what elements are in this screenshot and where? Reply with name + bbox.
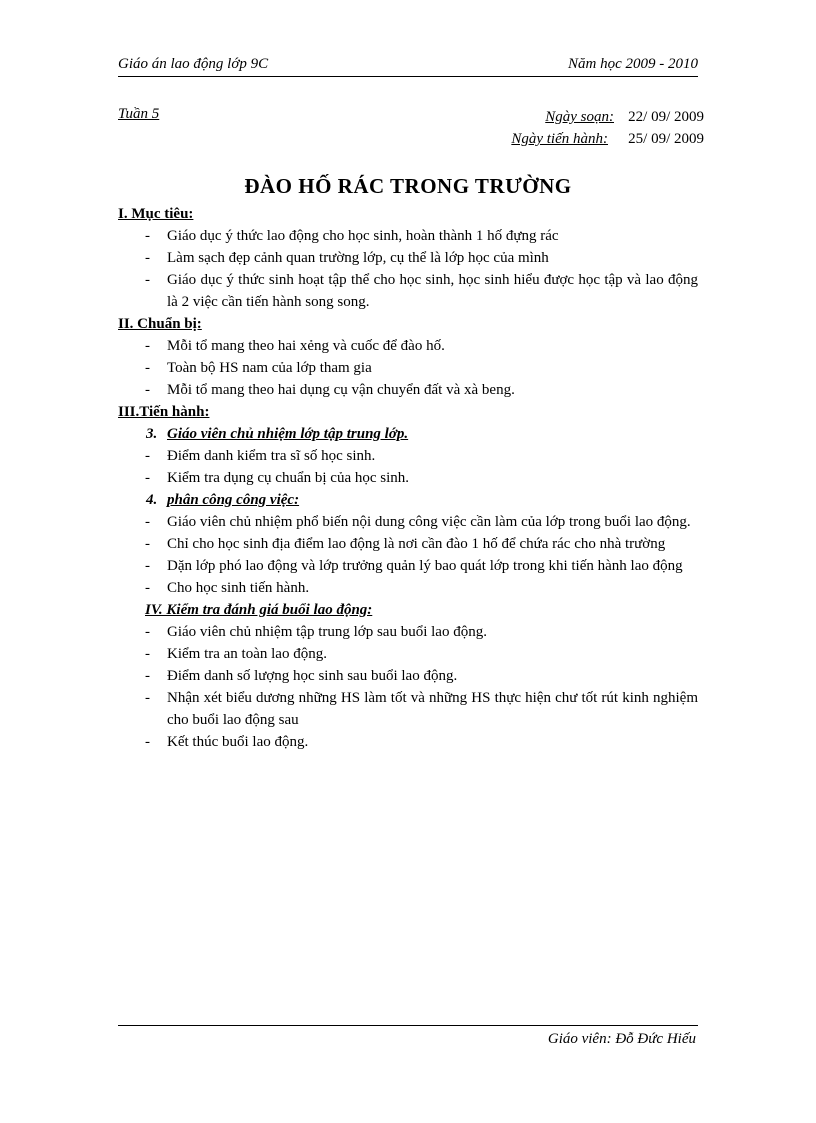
dash-bullet: - [145, 470, 150, 486]
list-item: - Mỗi tổ mang theo hai xẻng và cuốc để đào hố. [118, 335, 698, 357]
header-lesson-title: Giáo án lao động lớp 9C [118, 56, 269, 72]
prep-date-label: Ngày soạn: [545, 109, 614, 125]
teach-date-label: Ngày tiến hành: [511, 131, 608, 147]
list-item: - Kiểm tra an toàn lao động. [118, 643, 698, 665]
list-item: - Giáo dục ý thức sinh hoạt tập thể cho học sinh, học sinh hiểu được học tập và lao động là 2 việc cần tiến hành song song. [118, 269, 698, 313]
dash-bullet: - [145, 338, 150, 354]
list-item: - Kiểm tra dụng cụ chuẩn bị của học sinh. [118, 467, 698, 489]
dash-bullet: - [145, 272, 150, 288]
subsection-number: 3. [146, 426, 158, 442]
section-heading-evaluation: IV. Kiểm tra đánh giá buổi lao động: [145, 602, 373, 618]
subsection-heading [118, 423, 698, 445]
prep-date-row [511, 106, 704, 128]
dash-bullet: - [145, 382, 150, 398]
list-item: - Giáo dục ý thức lao động cho học sinh, hoàn thành 1 hố đựng rác [118, 225, 698, 247]
list-item: - Điểm danh số lượng học sinh sau buổi lao động. [118, 665, 698, 687]
dash-bullet: - [145, 250, 150, 266]
subsection-heading [118, 489, 698, 511]
date-block [511, 106, 704, 150]
dash-bullet: - [145, 624, 150, 640]
list-item: - Mỗi tổ mang theo hai dụng cụ vận chuyển đất và xà beng. [118, 379, 698, 401]
header-school-year: Năm học 2009 - 2010 [568, 56, 698, 72]
section-heading-preparation: II. Chuẩn bị: [118, 316, 202, 332]
dash-bullet: - [145, 536, 150, 552]
page-header [118, 56, 698, 76]
list-item: - Giáo viên chủ nhiệm tập trung lớp sau buổi lao động. [118, 621, 698, 643]
list-item: - Dặn lớp phó lao động và lớp trưởng quản lý bao quát lớp trong khi tiến hành lao động [118, 555, 698, 577]
dash-bullet: - [145, 580, 150, 596]
week-label: Tuần 5 [118, 106, 160, 122]
footer-teacher: Giáo viên: Đỗ Đức Hiếu [547, 1031, 696, 1047]
header-divider [118, 76, 698, 77]
prep-date-value: 22/ 09/ 2009 [628, 109, 704, 125]
dash-bullet: - [145, 360, 150, 376]
dash-bullet: - [145, 558, 150, 574]
section-heading-procedure: III.Tiến hành: [118, 404, 210, 420]
list-item: - Điểm danh kiểm tra sĩ số học sinh. [118, 445, 698, 467]
teach-date-value: 25/ 09/ 2009 [628, 131, 704, 147]
teach-date-row [511, 128, 704, 150]
subsection-title: phân công công việc: [167, 492, 300, 508]
list-item: - Cho học sinh tiến hành. [118, 577, 698, 599]
list-item: - Chỉ cho học sinh địa điểm lao động là nơi cần đào 1 hố để chứa rác cho nhà trường [118, 533, 698, 555]
list-item: - Nhận xét biểu dương những HS làm tốt và những HS thực hiện chư tốt rút kinh nghiệm cho buổi lao động sau [118, 687, 698, 731]
dash-bullet: - [145, 734, 150, 750]
list-item: - Toàn bộ HS nam của lớp tham gia [118, 357, 698, 379]
subsection-number: 4. [146, 492, 158, 508]
dash-bullet: - [145, 668, 150, 684]
document-body [118, 203, 698, 753]
dash-bullet: - [145, 646, 150, 662]
dash-bullet: - [145, 690, 150, 706]
list-item: - Làm sạch đẹp cảnh quan trường lớp, cụ thể là lớp học của mình [118, 247, 698, 269]
dash-bullet: - [145, 448, 150, 464]
dash-bullet: - [145, 514, 150, 530]
list-item: - Kết thúc buổi lao động. [118, 731, 698, 753]
subsection-title: Giáo viên chủ nhiệm lớp tập trung lớp. [167, 426, 409, 442]
list-item: - Giáo viên chủ nhiệm phổ biến nội dung công việc cần làm của lớp trong buổi lao động. [118, 511, 698, 533]
page-title: ĐÀO HỐ RÁC TRONG TRƯỜNG [244, 174, 572, 198]
footer-divider [118, 1025, 698, 1026]
section-heading-objectives: I. Mục tiêu: [118, 206, 194, 222]
dash-bullet: - [145, 228, 150, 244]
